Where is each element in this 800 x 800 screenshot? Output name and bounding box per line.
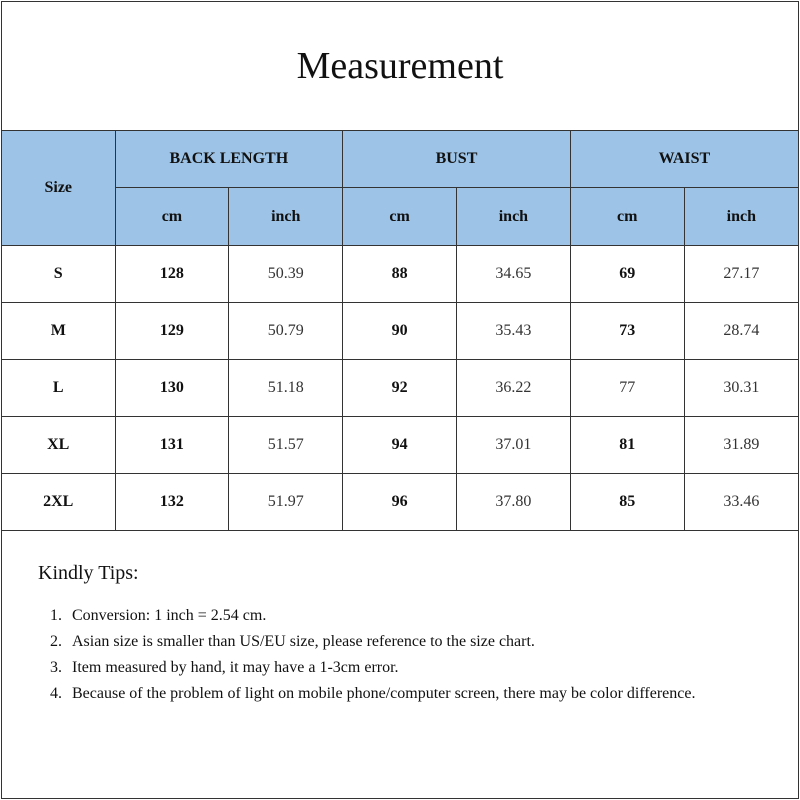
table-row [2,303,798,360]
cm-cell: 73 [570,303,684,360]
inch-cell: 30.31 [684,360,798,417]
inch-cell: 33.46 [684,474,798,531]
tip-item: 1. Conversion: 1 inch = 2.54 cm. [66,603,778,629]
inch-cell: 51.97 [229,474,343,531]
tip-item: 3. Item measured by hand, it may have a 1-3cm error. [66,655,778,681]
header-unit: inch [456,188,570,246]
size-cell: 2XL [2,474,115,531]
cm-cell: 129 [115,303,229,360]
header-size: Size [2,131,115,246]
table-row [2,246,798,303]
header-back-length: BACK LENGTH [115,131,343,188]
cm-cell: 128 [115,246,229,303]
inch-cell: 37.01 [456,417,570,474]
tips-list [38,603,778,707]
header-bust: BUST [343,131,571,188]
measurement-table [2,130,798,531]
header-waist: WAIST [570,131,798,188]
header-unit: cm [343,188,457,246]
inch-cell: 36.22 [456,360,570,417]
tip-item: 4. Because of the problem of light on mobile phone/computer screen, there may be color difference. [66,681,778,707]
cm-cell: 90 [343,303,457,360]
cm-cell: 94 [343,417,457,474]
header-unit: cm [570,188,684,246]
table-row [2,417,798,474]
inch-cell: 28.74 [684,303,798,360]
inch-cell: 34.65 [456,246,570,303]
size-cell: L [2,360,115,417]
inch-cell: 37.80 [456,474,570,531]
header-unit: inch [684,188,798,246]
table-row [2,474,798,531]
inch-cell: 50.79 [229,303,343,360]
size-cell: S [2,246,115,303]
inch-cell: 35.43 [456,303,570,360]
size-cell: XL [2,417,115,474]
inch-cell: 50.39 [229,246,343,303]
size-chart [1,1,799,799]
cm-cell: 88 [343,246,457,303]
cm-cell: 92 [343,360,457,417]
cm-cell: 96 [343,474,457,531]
cm-cell: 77 [570,360,684,417]
size-cell: M [2,303,115,360]
inch-cell: 51.57 [229,417,343,474]
inch-cell: 51.18 [229,360,343,417]
header-row-groups [2,131,798,188]
inch-cell: 27.17 [684,246,798,303]
cm-cell: 85 [570,474,684,531]
cm-cell: 132 [115,474,229,531]
cm-cell: 69 [570,246,684,303]
chart-title: Measurement [2,2,798,132]
tip-item: 2. Asian size is smaller than US/EU size, please reference to the size chart. [66,629,778,655]
table-row [2,360,798,417]
tips-heading: Kindly Tips: [38,562,139,584]
cm-cell: 131 [115,417,229,474]
inch-cell: 31.89 [684,417,798,474]
cm-cell: 81 [570,417,684,474]
cm-cell: 130 [115,360,229,417]
tips-section [38,562,778,707]
header-unit: inch [229,188,343,246]
header-row-units [2,188,798,246]
header-unit: cm [115,188,229,246]
